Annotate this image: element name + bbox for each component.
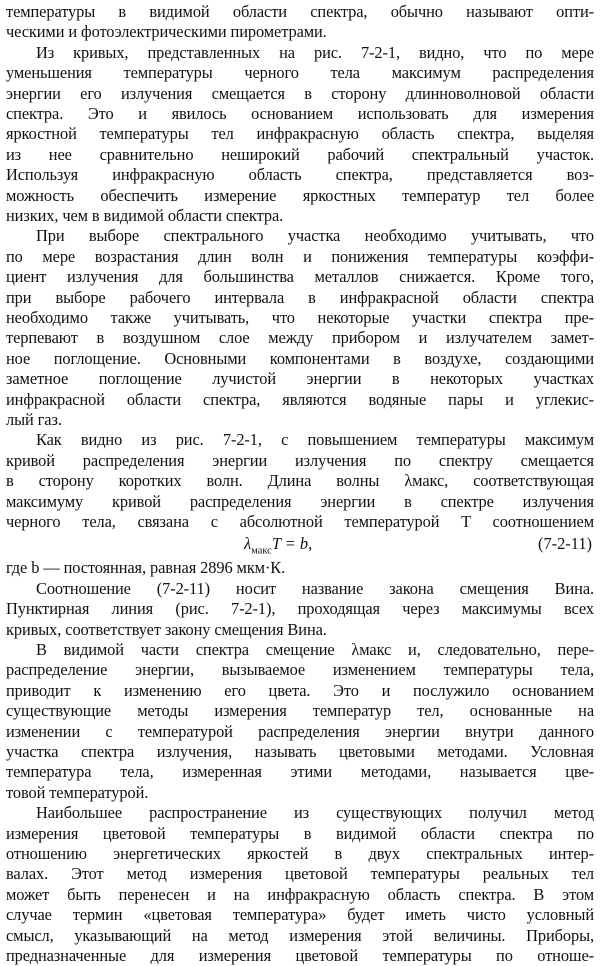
text-line: температуры в видимой области спектра, обычно называют опти- xyxy=(6,2,594,21)
text-line: при выборе рабочего интервала в инфракрасной области спектра xyxy=(6,287,594,307)
text-line: Пунктирная линия (рис. 7-2-1), проходящая через максимумы всех xyxy=(6,599,594,619)
text-line: В видимой части спектра смещение λмакс и, следовательно, пере- xyxy=(36,640,594,659)
text-line: максимуму кривой распределения энергии в спектре излучения xyxy=(6,491,594,511)
text-line: заметное поглощение лучистой энергии в некоторых участках xyxy=(6,369,594,389)
text-line: отношению энергетических яркостей в двух спектральных интер- xyxy=(6,844,594,863)
text-line: приводит к изменению его цвета. Это и послужило основанием xyxy=(6,680,594,700)
text-line: черного тела, связана с абсолютной температурой T соотношением xyxy=(6,512,594,531)
text-line: из нее сравнительно неширокий рабочий спектральный участок. xyxy=(6,144,594,164)
text-line: распределение энергии, вызываемое изменением температуры тела, xyxy=(6,660,594,680)
text-line: Соотношение (7-2-11) носит название закона смещения Вина. xyxy=(36,578,594,598)
text-line: ческими и фотоэлектрическими пирометрами. xyxy=(6,22,327,42)
text-line: циент излучения для большинства металлов снижается. Кроме того, xyxy=(6,267,594,287)
text-line: инфракрасной области спектра, являются водяные пары и углекис- xyxy=(6,389,594,409)
text-line: лый газ. xyxy=(6,410,62,429)
text-line: по мере возрастания длин волн и понижения температуры коэффи- xyxy=(6,246,594,266)
text-line: товой температурой. xyxy=(6,782,149,802)
equation-number: (7-2-11) xyxy=(537,534,592,554)
text-line: где b — постоянная, равная 2896 мкм·К. xyxy=(6,558,286,578)
text-line: Наибольшее распространение из существующих получил метод xyxy=(36,803,594,823)
text-line: кривых, соответствует закону смещения Вина. xyxy=(6,619,327,639)
text-line: спектра. Это и явилось основанием использовать для измерения xyxy=(6,104,594,123)
text-line: Как видно из рис. 7-2-1, с повышением температуры максимум xyxy=(36,430,594,450)
text-line: валах. Этот метод измерения цветовой температуры реальных тел xyxy=(6,864,594,884)
text-line: может быть перенесен и на инфракрасную область спектра. В этом xyxy=(6,884,594,904)
text-line: существующие методы измерения температур тел, основанные на xyxy=(6,701,594,721)
text-line: низких, чем в видимой области спектра. xyxy=(6,206,284,225)
text-line: Используя инфракрасную область спектра, представляется воз- xyxy=(6,165,594,185)
text-line: энергии его излучения смещается в сторону длинноволновой области xyxy=(6,83,594,103)
text-line: предназначенные для измерения цветовой температуры по отноше- xyxy=(6,946,594,965)
text-line: изменении с температурой распределения энергии внутри данного xyxy=(6,721,594,741)
text-line: кривой распределения энергии излучения по спектру смещается xyxy=(6,450,594,470)
text-line: случае термин «цветовая температура» будет иметь чисто условный xyxy=(6,905,594,925)
text-line: в сторону коротких волн. Длина волны λмакс, соответствующая xyxy=(6,471,594,491)
text-line: ное поглощение. Основными компонентами в воздухе, создающими xyxy=(6,348,594,368)
text-line: участка спектра излучения, называть цветовыми методами. Условная xyxy=(6,742,594,761)
text-line: уменьшения температуры черного тела максимум распределения xyxy=(6,63,594,83)
text-line: Из кривых, представленных на рис. 7-2-1, видно, что по мере xyxy=(36,42,594,62)
equation-expression: $\lambda_{макс}T = b$, xyxy=(244,534,313,557)
text-line: необходимо также учитывать, что некоторые участки спектра пре- xyxy=(6,308,594,327)
text-line: измерения цветовой температуры в видимой области спектра по xyxy=(6,823,594,843)
equation xyxy=(0,532,600,556)
text-line: терпевают в воздушном слое между прибором и излучателем замет- xyxy=(6,328,594,348)
text-line: можность обеспечить измерение яркостных температур тел более xyxy=(6,185,594,205)
text-line: смысл, указывающий на метод измерения этой величины. Приборы, xyxy=(6,925,594,945)
text-line: яркостной температуры тел инфракрасную область спектра, выделяя xyxy=(6,124,594,144)
text-line: температура тела, измеренная этими методами, называется цве- xyxy=(6,762,594,782)
text-line: При выборе спектрального участка необходимо учитывать, что xyxy=(36,226,594,246)
